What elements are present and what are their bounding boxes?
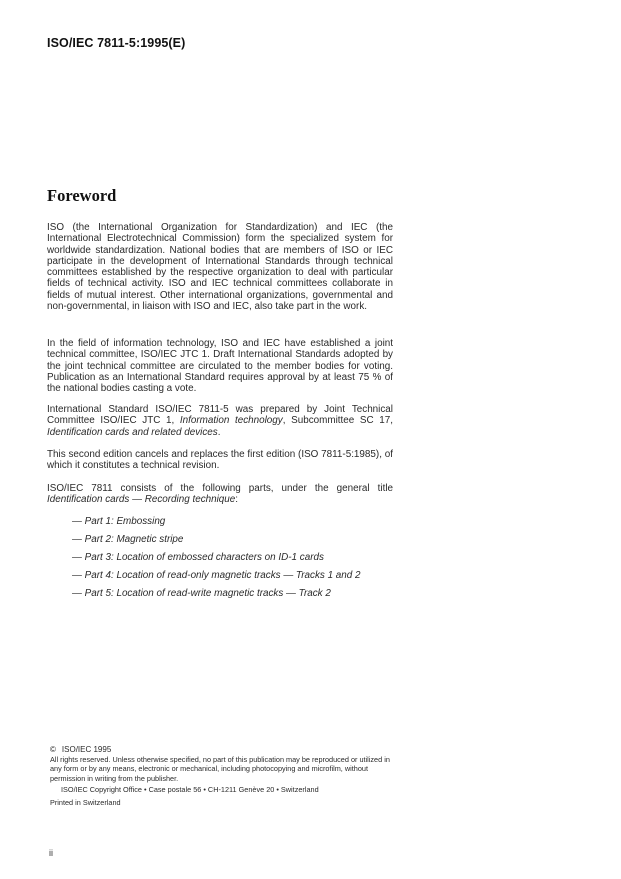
preparation-subcommittee-title: Identification cards and related devices [47,426,218,438]
list-item: — Part 3: Location of embossed characters on ID-1 cards [72,552,324,563]
preparation-text-a: International Standard ISO/IEC 7811-5 was prepared by Joint Technical Committee ISO/IEC JTC 1, [47,404,393,427]
foreword-heading: Foreword [47,186,117,205]
preparation-text-c: . [217,426,221,438]
rights-statement: All rights reserved. Unless otherwise specified, no part of this publication may be reproduced or utilized in any form or by any means, electronic or mechanical, including photocopying and microfilm, without permission in writing from the publisher. [50,754,390,783]
parts-general-title: Identification cards — Recording technique [47,494,236,506]
parts-intro-text-a: ISO/IEC 7811 consists of the following parts, under the general title [47,483,393,494]
printed-in: Printed in Switzerland [50,797,121,807]
copyright-block [50,745,400,807]
copyright-symbol: © [50,745,56,754]
preparation-committee-title: Information technology [179,415,283,427]
paragraph-edition: This second edition cancels and replaces the first edition (ISO 7811-5:1985), of which it constitutes a technical revision. [47,449,393,472]
page-number: ii [49,848,53,858]
paragraph-jtc1: In the field of information technology, ISO and IEC have established a joint technical committee, ISO/IEC JTC 1. Draft International Standards adopted by the joint technical committee are circulated to the member bodies for voting. Publication as an International Standard requires approval by at least 75 % of the national bodies casting a vote. [47,338,393,395]
list-item: — Part 1: Embossing [72,516,166,527]
parts-list [72,516,361,606]
paragraph-parts-intro [47,483,393,506]
preparation-text-b: , Subcommittee SC 17, [282,415,393,427]
list-item: — Part 2: Magnetic stripe [72,534,184,545]
document-id-header: ISO/IEC 7811-5:1995(E) [47,36,186,50]
paragraph-iso-iec-intro: ISO (the International Organization for Standardization) and IEC (the International Electrotechnical Commission) form the specialized system for worldwide standardization. National bodies that are members of ISO or IEC participate in the development of International Standards through technical committees established by the respective organization to deal with particular fields of technical activity. ISO and IEC technical committees collaborate in fields of mutual interest. Other international organizations, governmental and non-governmental, in liaison with ISO and IEC, also take part in the work. [47,222,393,313]
list-item: — Part 4: Location of read-only magnetic tracks — Tracks 1 and 2 [72,570,361,581]
list-item: — Part 5: Location of read-write magnetic tracks — Track 2 [72,588,331,599]
copyright-line [50,745,400,755]
parts-intro-text-b: : [235,494,239,506]
copyright-office: ISO/IEC Copyright Office • Case postale 56 • CH-1211 Genève 20 • Switzerland [61,785,319,794]
copyright-holder: ISO/IEC 1995 [61,745,112,754]
paragraph-preparation [47,404,393,438]
